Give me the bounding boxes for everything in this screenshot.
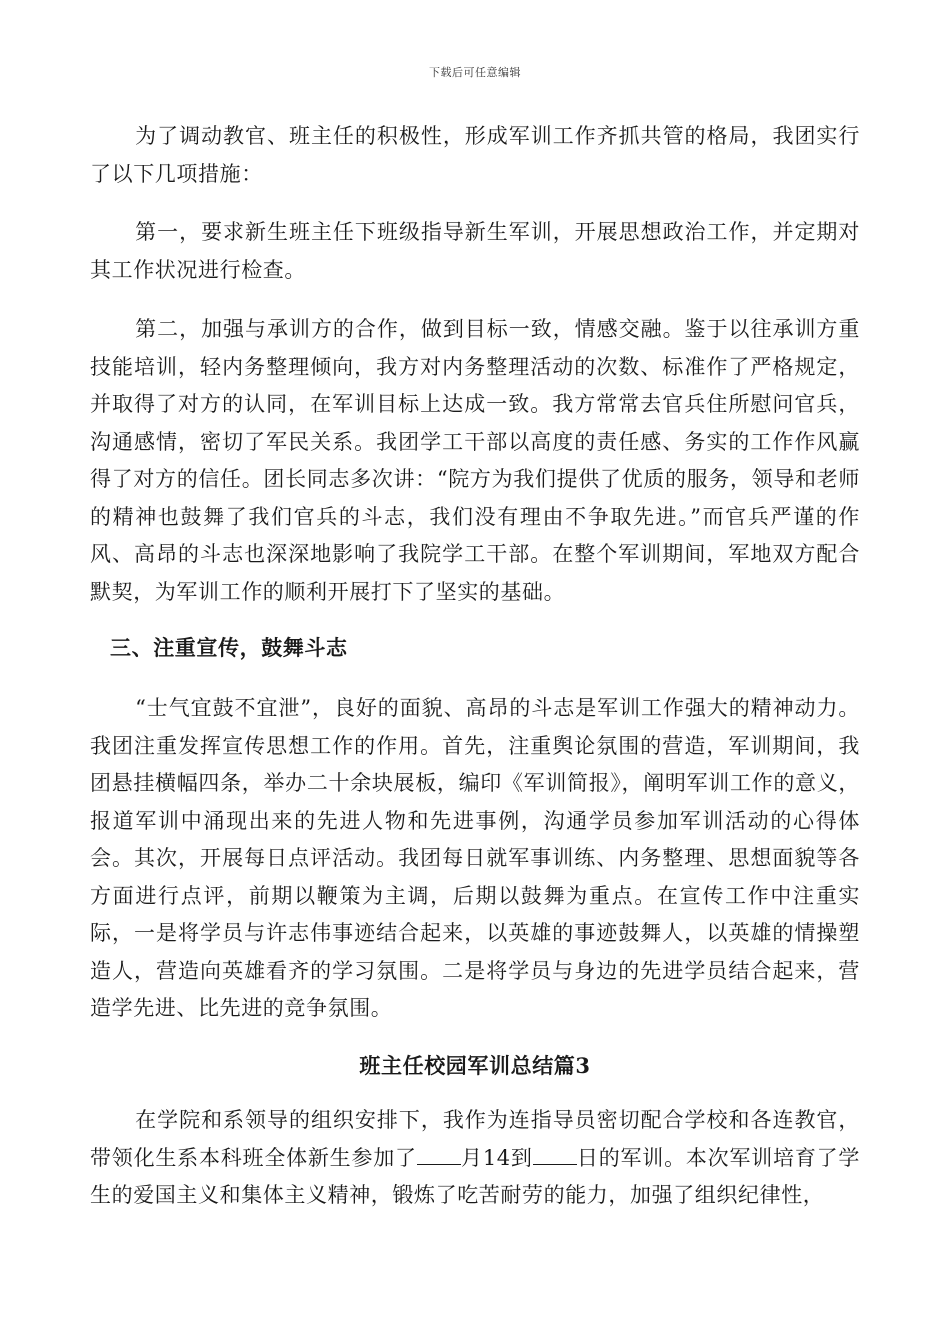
article-title: 班主任校园军训总结篇3 [359,1053,591,1078]
paragraph-propaganda: “士气宜鼓不宜泄”，良好的面貌、高昂的斗志是军训工作强大的精神动力。我团注重发挥宣传思想工作的作用。首先，注重舆论氛围的营造，军训期间，我团悬挂横幅四条，举办二十余块展板，编印《军训简报》，阐明军训工作的意义，报道军训中涌现出来的先进人物和先进事例，沟通学员参加军训活动的心得体会。其次，开展每日点评活动。我团每日就军事训练、内务整理、思想面貌等各方面进行点评，前期以鞭策为主调，后期以鼓舞为重点。在宣传工作中注重实际，一是将学员与许志伟事迹结合起来，以英雄的事迹鼓舞人，以英雄的情操塑造人，营造向英雄看齐的学习氛围。二是将学员与身边的先进学员结合起来，营造学先进、比先进的竞争氛围。 [90,696,860,1020]
intro-text-part1: 在学院和系领导的组织安排下，我作为连指导员密切配合学校和各连教官，带领化生系本科班全体新生参加了 [90,1108,860,1170]
intro-text-part2: 月14到 [460,1145,533,1170]
section-heading-three: 三、注重宣传，鼓舞斗志 [110,635,348,660]
paragraph-article-intro [90,1102,860,1215]
paragraph-first-measure: 第一，要求新生班主任下班级指导新生军训，开展思想政治工作，并定期对其工作状况进行检查。 [90,220,860,282]
blank-month-field [417,1146,461,1165]
paragraph-measures-intro: 为了调动教官、班主任的积极性，形成军训工作齐抓共管的格局，我团实行了以下几项措施： [90,124,860,186]
header-note: 下载后可任意编辑 [429,66,521,79]
intro-text-part3: 日的军训。本次军训培育了学生的爱国主义和集体主义精神，锻炼了吃苦耐劳的能力，加强了组织纪律性， [90,1145,860,1207]
blank-day-field [533,1146,577,1165]
paragraph-second-measure: 第二，加强与承训方的合作，做到目标一致，情感交融。鉴于以往承训方重技能培训，轻内务整理倾向，我方对内务整理活动的次数、标准作了严格规定，并取得了对方的认同，在军训目标上达成一致。我方常常去官兵住所慰问官兵，沟通感情，密切了军民关系。我团学工干部以高度的责任感、务实的工作作风赢得了对方的信任。团长同志多次讲：“院方为我们提供了优质的服务，领导和老师的精神也鼓舞了我们官兵的斗志，我们没有理由不争取先进。”而官兵严谨的作风、高昂的斗志也深深地影响了我院学工干部。在整个军训期间，军地双方配合默契，为军训工作的顺利开展打下了坚实的基础。 [90,317,860,604]
